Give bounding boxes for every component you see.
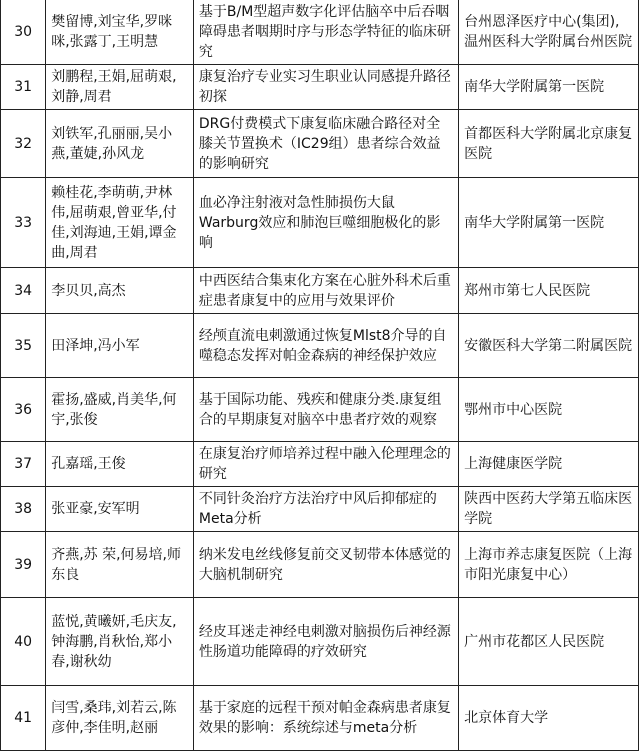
title-cell: DRG付费模式下康复临床融合路径对全膝关节置换术（IC29组）患者综合效益的影响研究 — [193, 110, 458, 178]
organization-cell: 上海市养志康复医院（上海市阳光康复中心） — [459, 532, 639, 598]
row-number: 33 — [1, 178, 46, 268]
organization-cell: 郑州市第七人民医院 — [459, 268, 639, 314]
row-number: 35 — [1, 314, 46, 378]
authors-cell: 赖桂花,李萌萌,尹林伟,屈萌艰,曾亚华,付佳,刘海迪,王娟,谭金曲,周君 — [46, 178, 194, 268]
organization-cell: 南华大学附属第一医院 — [459, 65, 639, 110]
authors-cell: 田泽坤,冯小军 — [46, 314, 194, 378]
title-cell: 血必净注射液对急性肺损伤大鼠Warburg效应和肺泡巨噬细胞极化的影响 — [193, 178, 458, 268]
table-row — [1, 686, 639, 751]
table-row — [1, 65, 639, 110]
authors-cell: 刘铁军,孔丽丽,吴小燕,董婕,孙风龙 — [46, 110, 194, 178]
row-number: 36 — [1, 378, 46, 442]
organization-cell: 安徽医科大学第二附属医院 — [459, 314, 639, 378]
organization-cell: 台州恩泽医疗中心(集团),温州医科大学附属台州医院 — [459, 0, 639, 65]
table-row — [1, 314, 639, 378]
table-row — [1, 598, 639, 686]
authors-cell: 张亚豪,安军明 — [46, 487, 194, 532]
row-number: 37 — [1, 442, 46, 487]
title-cell: 康复治疗专业实习生职业认同感提升路径初探 — [193, 65, 458, 110]
authors-cell: 李贝贝,高杰 — [46, 268, 194, 314]
table-row — [1, 268, 639, 314]
title-cell: 经皮耳迷走神经电刺激对脑损伤后神经源性肠道功能障碍的疗效研究 — [193, 598, 458, 686]
title-cell: 基于国际功能、残疾和健康分类.康复组合的早期康复对脑卒中患者疗效的观察 — [193, 378, 458, 442]
title-cell: 基于B/M型超声数字化评估脑卒中后吞咽障碍患者咽期时序与形态学特征的临床研究 — [193, 0, 458, 65]
row-number: 40 — [1, 598, 46, 686]
organization-cell: 广州市花都区人民医院 — [459, 598, 639, 686]
row-number: 38 — [1, 487, 46, 532]
organization-cell: 首都医科大学附属北京康复医院 — [459, 110, 639, 178]
table-row — [1, 378, 639, 442]
title-cell: 纳米发电丝线修复前交叉韧带本体感觉的大脑机制研究 — [193, 532, 458, 598]
authors-cell: 霍扬,盛威,肖美华,何宇,张俊 — [46, 378, 194, 442]
organization-cell: 北京体育大学 — [459, 686, 639, 751]
authors-cell: 蓝悦,黄曦妍,毛庆友,钟海鹏,肖秋怡,郑小春,谢秋幼 — [46, 598, 194, 686]
title-cell: 基于家庭的远程干预对帕金森病患者康复效果的影响：系统综述与meta分析 — [193, 686, 458, 751]
table-row — [1, 442, 639, 487]
table-row — [1, 110, 639, 178]
table-row — [1, 487, 639, 532]
authors-cell: 刘鹏程,王娟,屈萌艰,刘静,周君 — [46, 65, 194, 110]
organization-cell: 南华大学附属第一医院 — [459, 178, 639, 268]
row-number: 34 — [1, 268, 46, 314]
row-number: 41 — [1, 686, 46, 751]
row-number: 32 — [1, 110, 46, 178]
table-row — [1, 532, 639, 598]
authors-cell: 孔嘉瑶,王俊 — [46, 442, 194, 487]
authors-cell: 齐燕,苏 荣,何易培,师东良 — [46, 532, 194, 598]
table-row — [1, 178, 639, 268]
authors-cell: 樊留博,刘宝华,罗咪咪,张露丁,王明慧 — [46, 0, 194, 65]
row-number: 30 — [1, 0, 46, 65]
table-row — [1, 0, 639, 65]
title-cell: 不同针灸治疗方法治疗中风后抑郁症的Meta分析 — [193, 487, 458, 532]
organization-cell: 陕西中医药大学第五临床医学院 — [459, 487, 639, 532]
title-cell: 经颅直流电刺激通过恢复Mlst8介导的自噬稳态发挥对帕金森病的神经保护效应 — [193, 314, 458, 378]
row-number: 31 — [1, 65, 46, 110]
title-cell: 在康复治疗师培养过程中融入伦理理念的研究 — [193, 442, 458, 487]
organization-cell: 上海健康医学院 — [459, 442, 639, 487]
authors-cell: 闫雪,桑玮,刘若云,陈彦仲,李佳明,赵丽 — [46, 686, 194, 751]
title-cell: 中西医结合集束化方案在心脏外科术后重症患者康复中的应用与效果评价 — [193, 268, 458, 314]
organization-cell: 鄂州市中心医院 — [459, 378, 639, 442]
row-number: 39 — [1, 532, 46, 598]
